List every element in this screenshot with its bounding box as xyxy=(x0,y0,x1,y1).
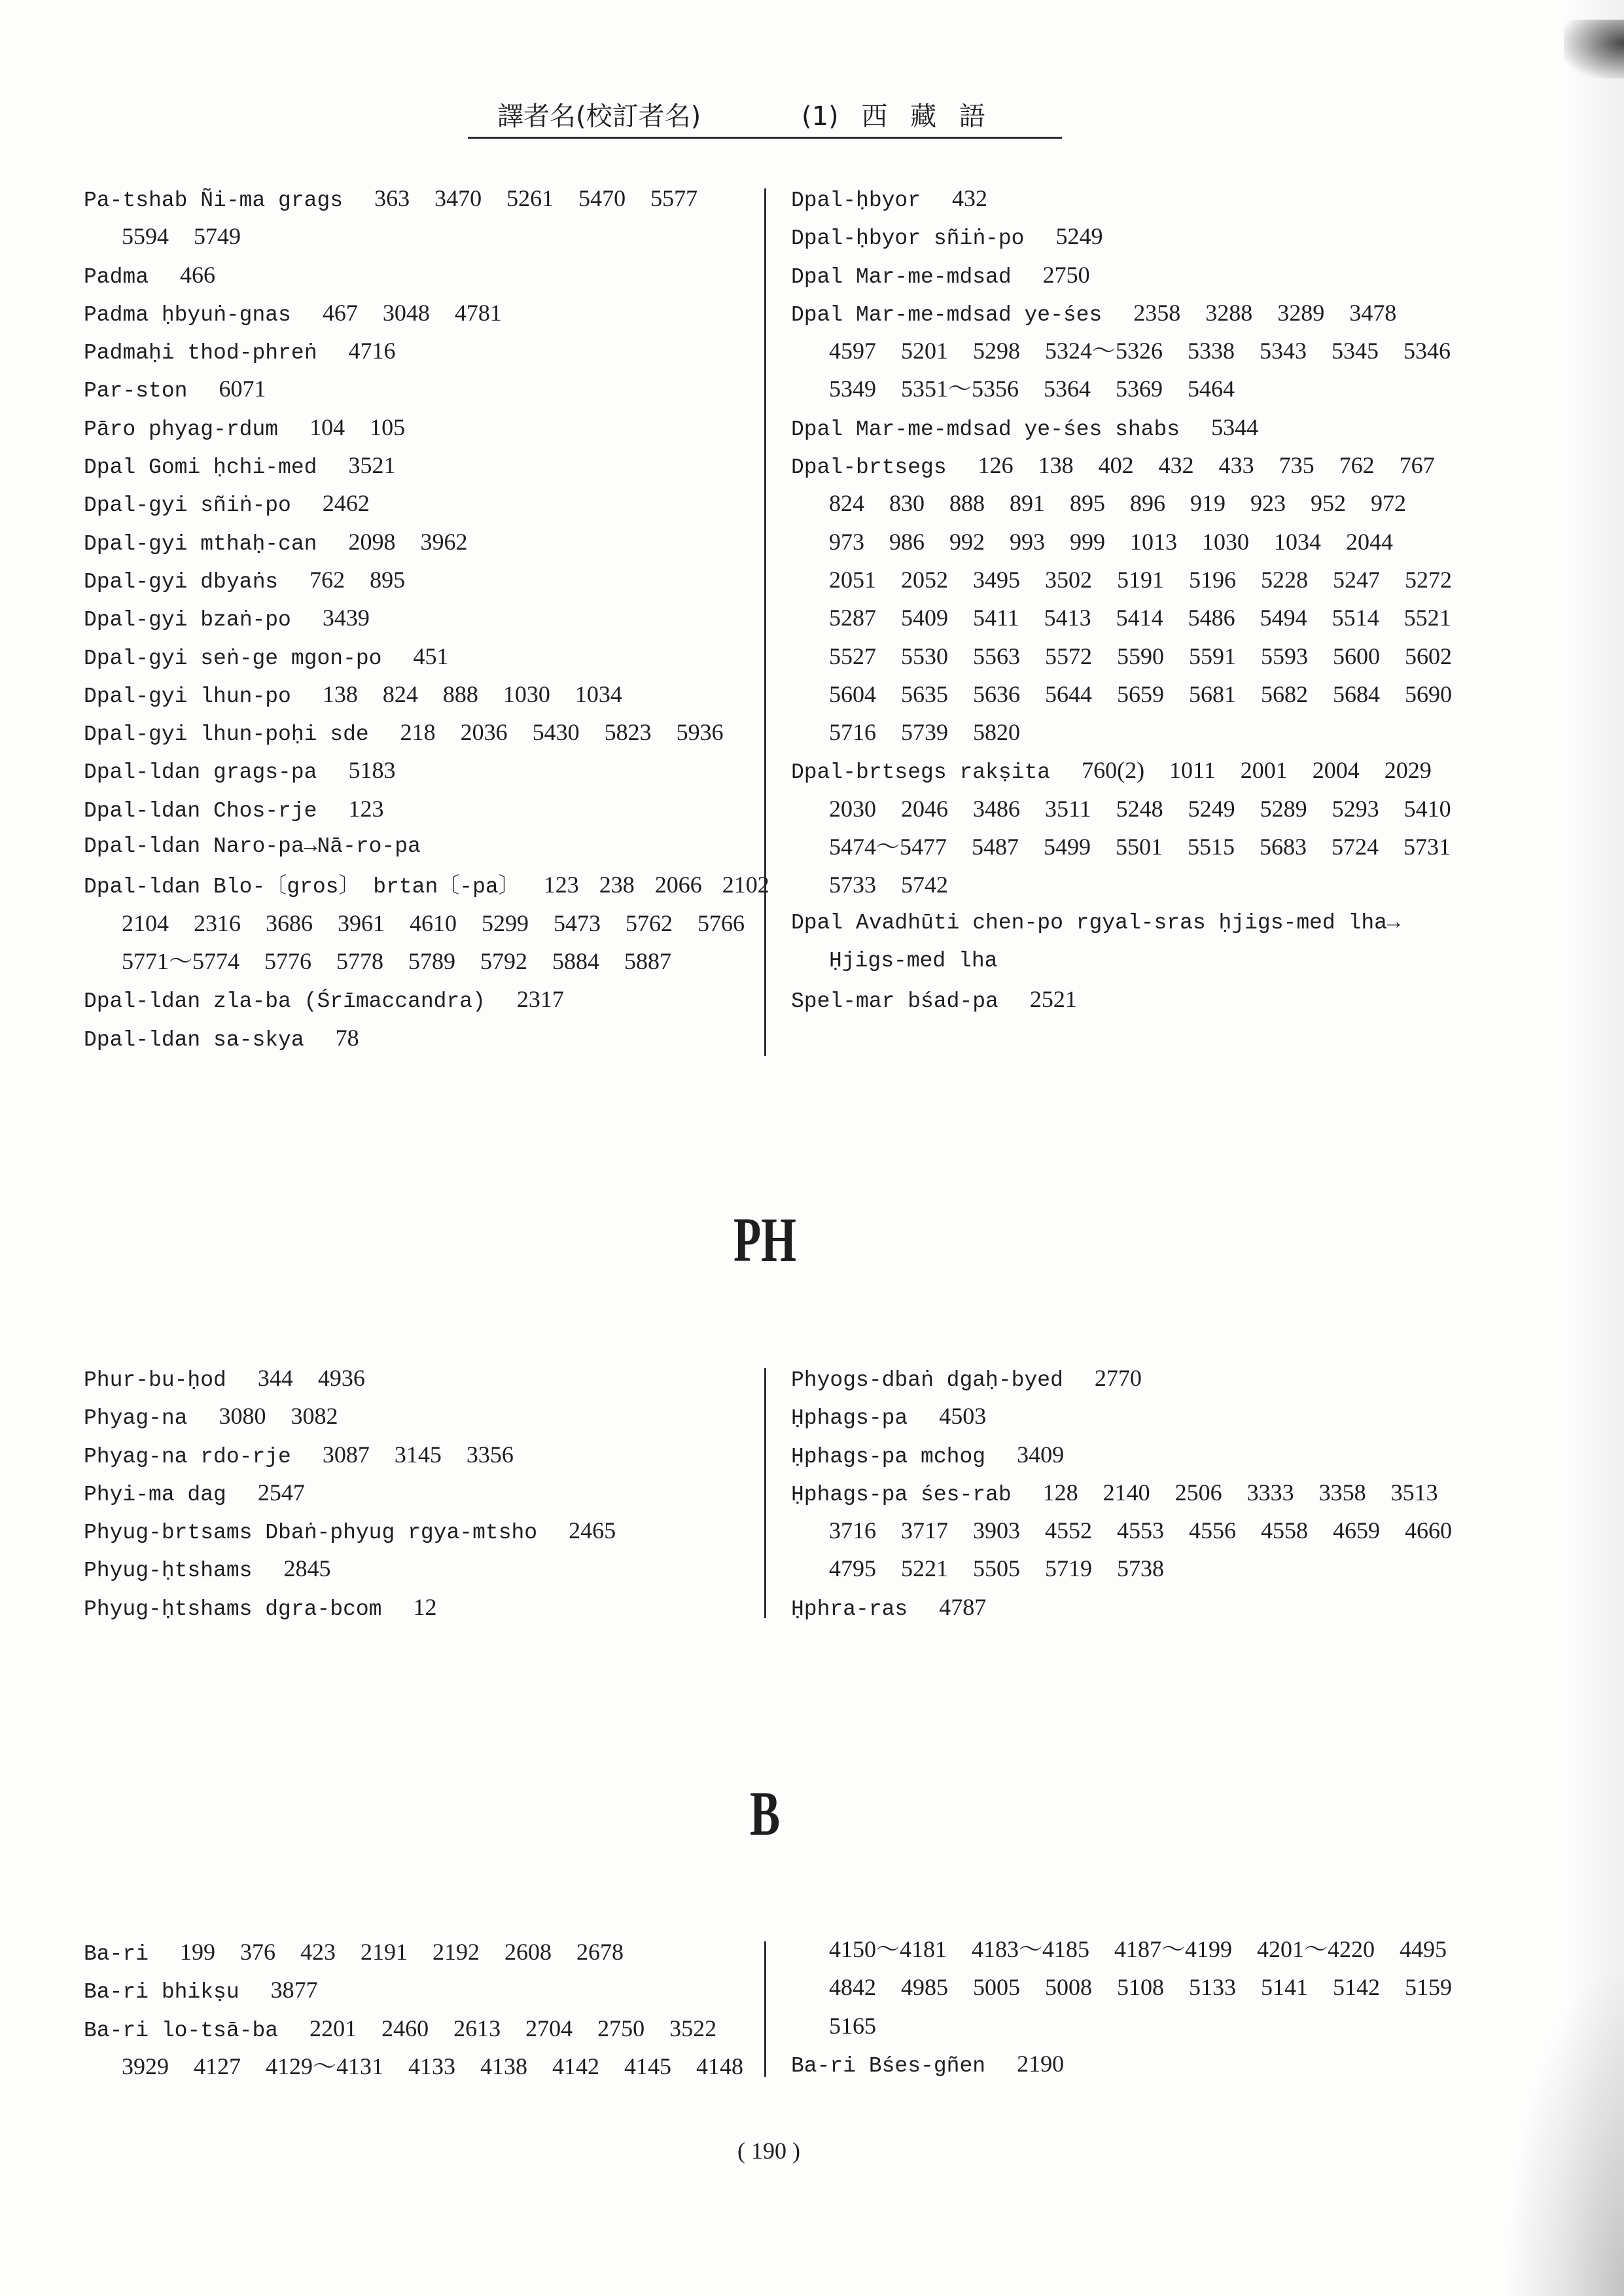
entry-name: Ḥjigs-med lha xyxy=(829,948,998,973)
entry-name: Dpal-gyi seṅ-ge mgon-po xyxy=(84,646,382,671)
index-entry xyxy=(84,1019,769,1057)
entry-name: Ba-ri xyxy=(84,1942,149,1966)
entry-continuation xyxy=(791,1549,1452,1587)
entry-continuation xyxy=(791,484,1452,522)
entry-name: Dpal-brtsegs xyxy=(791,455,947,480)
entry-refs: 5249 xyxy=(1055,223,1103,250)
entry-name: Padma xyxy=(84,264,149,289)
index-entry xyxy=(84,675,769,713)
index-entry xyxy=(791,446,1452,484)
index-entry xyxy=(84,1971,743,2009)
index-entry xyxy=(84,751,769,789)
entry-refs: 126 138 402 432 433 735 762 767 xyxy=(978,452,1435,479)
entry-refs: 218 2036 5430 5823 5936 xyxy=(400,719,724,746)
index-entry xyxy=(791,256,1452,294)
b-section-left-column xyxy=(84,1933,743,2085)
ph-section-right-column xyxy=(791,1359,1452,1626)
entry-name: Dpal Mar-me-mdsad xyxy=(791,264,1012,289)
entry-name: Dpal Mar-me-mdsad ye-śes shabs xyxy=(791,417,1180,442)
b-section-right-column xyxy=(791,1930,1452,2083)
entry-name: Par-ston xyxy=(84,379,188,404)
cross-reference-entry xyxy=(84,828,769,866)
index-entry xyxy=(84,2009,743,2047)
index-entry xyxy=(791,1474,1452,1511)
entry-name: Pāro phyag-rdum xyxy=(84,417,279,442)
entry-continuation xyxy=(791,828,1452,866)
p-section-left-column xyxy=(84,179,769,1057)
entry-refs: 2358 3288 3289 3478 xyxy=(1133,299,1397,326)
entry-refs: 466 xyxy=(180,261,216,288)
index-entry xyxy=(84,561,769,599)
entry-name: Pa-tshab Ñi-ma grags xyxy=(84,188,344,213)
cross-reference-entry xyxy=(791,904,1452,942)
index-entry xyxy=(84,1511,616,1549)
entry-refs: 5527 5530 5563 5572 5590 5591 5593 5600 5602 xyxy=(829,643,1452,669)
index-entry xyxy=(791,294,1452,332)
entry-name: Dpal Mar-me-mdsad ye-śes xyxy=(791,302,1103,327)
entry-name: Phur-bu-ḥod xyxy=(84,1368,226,1392)
entry-refs: 4716 xyxy=(348,338,396,364)
entry-refs: 5349 5351～5356 5364 5369 5464 xyxy=(829,376,1235,402)
entry-name: Dpal-gyi sñiṅ-po xyxy=(84,493,291,518)
index-entry xyxy=(84,1397,616,1435)
entry-name: Dpal-ḥbyor sñiṅ-po xyxy=(791,226,1025,251)
ph-section-left-column xyxy=(84,1359,616,1626)
entry-name: Phyug-brtsams Dbaṅ-phyug rgya-mtsho xyxy=(84,1521,538,1545)
entry-continuation xyxy=(791,1511,1452,1549)
entry-name: Dpal-gyi bzaṅ-po xyxy=(84,608,291,633)
entry-name: Dpal-gyi dbyaṅs xyxy=(84,569,279,594)
entry-refs: 2547 xyxy=(257,1479,305,1506)
entry-continuation xyxy=(791,1968,1452,2006)
index-entry xyxy=(84,332,769,370)
entry-refs: 5771～5774 5776 5778 5789 5792 5884 5887 xyxy=(122,947,671,974)
entry-continuation xyxy=(791,523,1452,561)
entry-continuation xyxy=(791,599,1452,637)
entry-continuation xyxy=(791,637,1452,675)
entry-continuation xyxy=(84,904,769,942)
entry-continuation xyxy=(84,942,769,980)
entry-refs: 3409 xyxy=(1017,1441,1065,1468)
section-heading-b: B xyxy=(749,1778,781,1848)
entry-refs: 2201 2460 2613 2704 2750 3522 xyxy=(309,2015,717,2041)
entry-refs: 3716 3717 3903 4552 4553 4556 4558 4659 4660 xyxy=(829,1517,1452,1544)
entry-refs: 973 986 992 993 999 1013 1030 1034 2044 xyxy=(829,528,1393,555)
index-entry xyxy=(84,1588,616,1626)
entry-refs: 432 xyxy=(952,185,988,211)
entry-name: Dpal-ḥbyor xyxy=(791,188,921,213)
entry-name: Ḥphags-pa mchog xyxy=(791,1444,986,1469)
entry-name: Phyi-ma dag xyxy=(84,1482,226,1507)
entry-refs: 3087 3145 3356 xyxy=(322,1441,514,1468)
entry-name: Phyug-ḥtshams xyxy=(84,1559,253,1583)
index-entry xyxy=(791,2045,1452,2083)
index-entry xyxy=(791,751,1452,789)
entry-name: Dpal-gyi mthaḥ-can xyxy=(84,531,317,556)
entry-refs: 344 4936 xyxy=(257,1365,365,1391)
index-entry xyxy=(791,1436,1452,1474)
entry-name: Phyug-ḥtshams dgra-bcom xyxy=(84,1597,382,1621)
entry-refs: 2190 xyxy=(1017,2050,1065,2077)
entry-continuation xyxy=(791,2007,1452,2045)
entry-name: Padmaḥi thod-phreṅ xyxy=(84,341,317,366)
header-rule xyxy=(468,137,1062,139)
entry-continuation xyxy=(791,1930,1452,1968)
entry-refs: 2750 xyxy=(1042,261,1090,288)
entry-refs: 5474～5477 5487 5499 5501 5515 5683 5724 5731 xyxy=(829,834,1451,860)
entry-name: Ba-ri lo-tsā-ba xyxy=(84,2018,279,2043)
entry-name: Phyag-na xyxy=(84,1406,188,1431)
entry-continuation xyxy=(84,217,769,255)
entry-continuation xyxy=(791,561,1452,599)
running-header-title: 譯者名(校訂者名) xyxy=(497,101,701,132)
entry-refs: 6071 xyxy=(219,376,266,402)
column-divider xyxy=(764,1941,766,2077)
entry-refs: 760(2) 1011 2001 2004 2029 xyxy=(1082,757,1432,784)
entry-continuation xyxy=(84,2047,743,2085)
entry-refs: 4842 4985 5005 5008 5108 5133 5141 5142 5159 xyxy=(829,1974,1452,2001)
index-entry xyxy=(84,1933,743,1971)
p-section-right-column xyxy=(791,179,1452,1019)
entry-name: Dpal-gyi lhun-poḥi sde xyxy=(84,722,369,747)
index-entry xyxy=(84,713,769,751)
section-heading-ph: PH xyxy=(733,1205,796,1275)
entry-refs: 2845 xyxy=(283,1555,331,1582)
entry-name: Dpal Gomi ḥchi-med xyxy=(84,455,317,480)
entry-name: Dpal-ldan sa-skya xyxy=(84,1027,304,1052)
index-entry xyxy=(84,370,769,408)
index-entry xyxy=(791,217,1452,255)
index-entry xyxy=(84,1549,616,1587)
index-entry xyxy=(84,484,769,522)
entry-continuation xyxy=(791,866,1452,904)
entry-refs: 4787 xyxy=(939,1593,987,1620)
index-entry xyxy=(791,408,1452,446)
entry-refs: 5183 xyxy=(348,757,396,784)
entry-name: Spel-mar bśad-pa xyxy=(791,989,998,1014)
index-entry xyxy=(791,1588,1452,1626)
entry-name: Phyogs-dbaṅ dgaḥ-byed xyxy=(791,1368,1063,1392)
entry-refs: 2521 xyxy=(1029,986,1077,1013)
index-entry xyxy=(791,1359,1452,1397)
entry-name: Padma ḥbyuṅ-gnas xyxy=(84,302,291,327)
entry-refs: 4150～4181 4183～4185 4187～4199 4201～4220 4495 xyxy=(829,1936,1447,1962)
entry-name: Dpal Avadhūti chen-po rgyal-sras ḥjigs-med lha→ xyxy=(791,910,1400,935)
index-entry xyxy=(84,637,769,675)
index-entry xyxy=(791,1397,1452,1435)
entry-refs: 123 xyxy=(348,795,384,822)
entry-name: Ḥphra-ras xyxy=(791,1597,908,1621)
scan-corner-speckle xyxy=(1505,1963,1624,2296)
entry-refs: 5287 5409 5411 5413 5414 5486 5494 5514 5521 xyxy=(829,605,1451,631)
entry-refs: 762 895 xyxy=(309,566,406,593)
entry-refs: 3877 xyxy=(270,1977,318,2004)
entry-refs: 5165 xyxy=(829,2012,876,2039)
entry-refs: 3080 3082 xyxy=(219,1403,338,1430)
entry-name: Dpal-ldan grags-pa xyxy=(84,760,317,785)
entry-refs: 2462 xyxy=(322,490,370,517)
scan-corner-smudge xyxy=(1564,20,1624,79)
index-entry xyxy=(84,790,769,828)
index-entry xyxy=(84,980,769,1018)
entry-refs: 3521 xyxy=(348,452,396,479)
index-entry xyxy=(84,1436,616,1474)
entry-refs: 2051 2052 3495 3502 5191 5196 5228 5247 5272 xyxy=(829,566,1452,593)
entry-refs: 2030 2046 3486 3511 5248 5249 5289 5293 5410 xyxy=(829,795,1451,822)
entry-refs: 199 376 423 2191 2192 2608 2678 xyxy=(180,1939,624,1965)
page-number: ( 190 ) xyxy=(737,2138,800,2164)
entry-refs: 5733 5742 xyxy=(829,872,948,898)
entry-refs: 5716 5739 5820 xyxy=(829,719,1020,746)
entry-continuation xyxy=(791,675,1452,713)
entry-name: Dpal-ldan Naro-pa→Nā-ro-pa xyxy=(84,834,421,859)
entry-refs: 824 830 888 891 895 896 919 923 952 972 xyxy=(829,490,1406,517)
entry-refs: 4795 5221 5505 5719 5738 xyxy=(829,1555,1164,1582)
entry-continuation xyxy=(791,790,1452,828)
column-divider xyxy=(764,1368,766,1618)
entry-name: Dpal-ldan Blo-〔gros〕 brtan〔-pa〕 xyxy=(84,875,520,900)
entry-refs: 2317 xyxy=(516,986,564,1013)
index-entry xyxy=(84,1474,616,1511)
entry-refs: 5594 5749 xyxy=(122,223,241,250)
entry-name: Phyag-na rdo-rje xyxy=(84,1444,291,1469)
entry-name: Dpal-brtsegs rakṣita xyxy=(791,760,1051,785)
entry-name: Dpal-ldan zla-ba (Śrīmaccandra) xyxy=(84,989,485,1014)
scan-edge-shading xyxy=(1565,0,1624,2296)
entry-refs: 467 3048 4781 xyxy=(322,299,502,326)
entry-refs: 138 824 888 1030 1034 xyxy=(322,680,622,707)
index-entry xyxy=(791,980,1452,1018)
entry-name: Ḥphags-pa xyxy=(791,1406,908,1431)
entry-name: Ba-ri bhikṣu xyxy=(84,1980,239,2005)
index-entry xyxy=(791,179,1452,217)
entry-name: Dpal-ldan Chos-rje xyxy=(84,798,317,823)
entry-refs: 363 3470 5261 5470 5577 xyxy=(374,185,698,211)
index-entry xyxy=(84,179,769,217)
entry-refs: 123 238 2066 2102 xyxy=(543,872,769,898)
entry-refs: 451 xyxy=(413,643,449,669)
entry-continuation xyxy=(791,713,1452,751)
index-entry xyxy=(84,866,769,904)
entry-name: Dpal-gyi lhun-po xyxy=(84,684,291,709)
entry-refs: 4597 5201 5298 5324～5326 5338 5343 5345 5346 xyxy=(829,338,1451,364)
entry-refs: 2104 2316 3686 3961 4610 5299 5473 5762 5766 xyxy=(122,910,745,936)
index-entry xyxy=(84,256,769,294)
entry-refs: 78 xyxy=(335,1024,359,1051)
entry-continuation xyxy=(791,332,1452,370)
entry-refs: 2770 xyxy=(1094,1365,1142,1391)
index-entry xyxy=(84,1359,616,1397)
index-entry xyxy=(84,408,769,446)
entry-refs: 4503 xyxy=(939,1403,987,1430)
running-header-section: (1) 西 藏 語 xyxy=(802,101,985,132)
index-entry xyxy=(84,294,769,332)
entry-refs: 5604 5635 5636 5644 5659 5681 5682 5684 5690 xyxy=(829,680,1452,707)
entry-name: Ba-ri Bśes-gñen xyxy=(791,2053,986,2078)
index-entry xyxy=(84,523,769,561)
entry-refs: 3929 4127 4129～4131 4133 4138 4142 4145 4148 xyxy=(122,2053,743,2079)
entry-refs: 128 2140 2506 3333 3358 3513 xyxy=(1042,1479,1438,1506)
entry-name: Ḥphags-pa śes-rab xyxy=(791,1482,1012,1507)
entry-refs: 12 xyxy=(413,1593,437,1620)
entry-refs: 104 105 xyxy=(309,414,406,440)
entry-refs: 3439 xyxy=(322,605,370,631)
index-entry xyxy=(84,599,769,637)
entry-refs: 5344 xyxy=(1211,414,1259,440)
index-entry xyxy=(84,446,769,484)
entry-continuation xyxy=(791,942,1452,980)
entry-refs: 2465 xyxy=(569,1517,616,1544)
entry-refs: 2098 3962 xyxy=(348,528,468,555)
entry-continuation xyxy=(791,370,1452,408)
